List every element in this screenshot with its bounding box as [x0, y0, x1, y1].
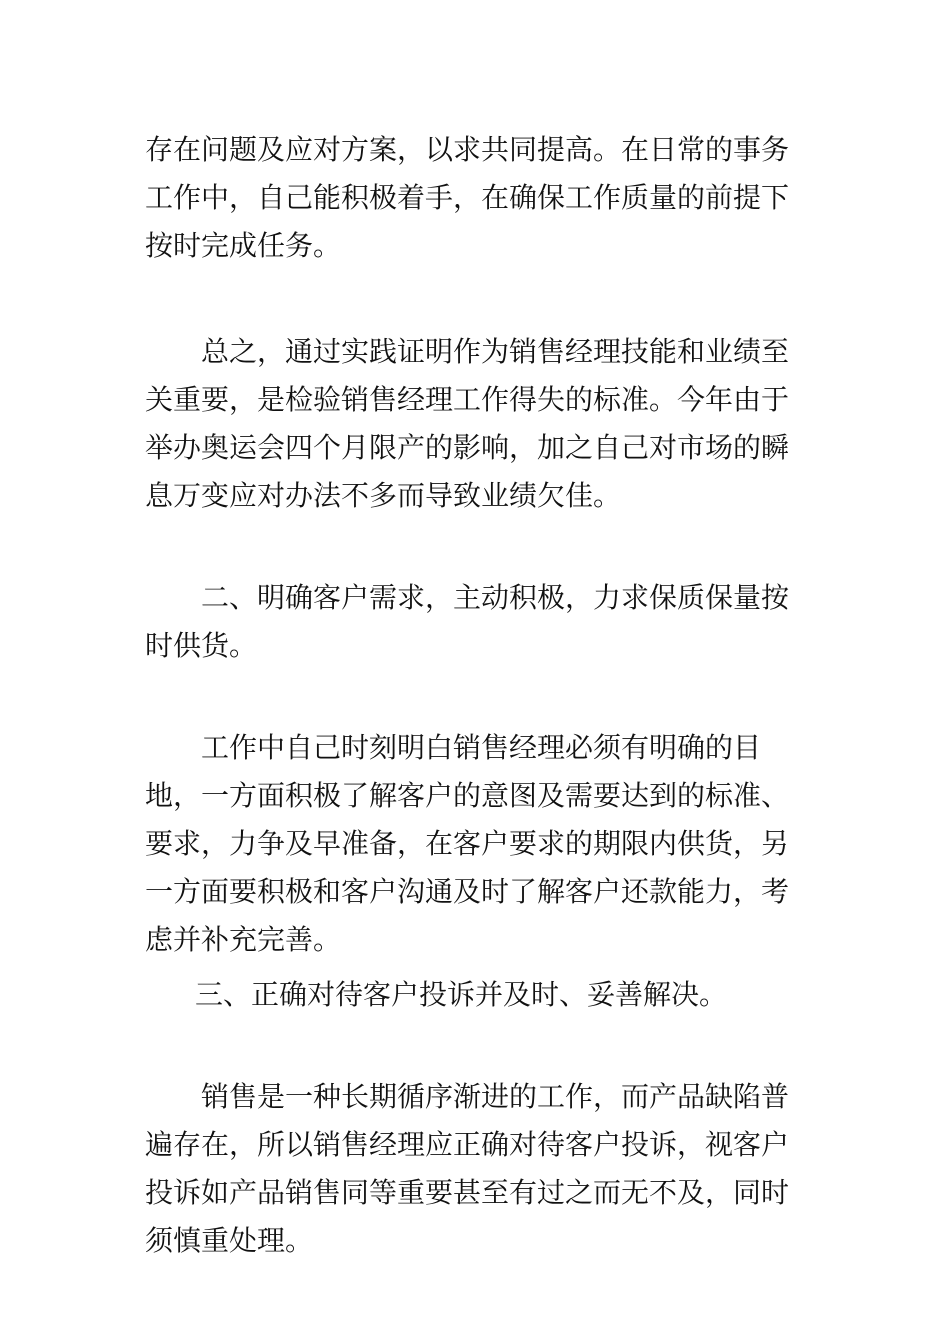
paragraph-continuation: 存在问题及应对方案，以求共同提高。在日常的事务工作中，自己能积极着手，在确保工作质量的前提下按时完成任务。: [145, 133, 790, 262]
paragraph-summary: 总之，通过实践证明作为销售经理技能和业绩至关重要，是检验销售经理工作得失的标准。今年由于举办奥运会四个月限产的影响，加之自己对市场的瞬息万变应对办法不多而导致业绩欠佳。: [145, 335, 790, 512]
paragraph-customer-needs: 工作中自己时刻明白销售经理必须有明确的目地，一方面积极了解客户的意图及需要达到的标准、要求，力争及早准备，在客户要求的期限内供货，另一方面要积极和客户沟通及时了解客户还款能力，考虑并补充完善。: [145, 731, 790, 956]
section-heading-2: 二、明确客户需求，主动积极，力求保质保量按时供货。: [145, 581, 790, 662]
section-heading-3: 三、正确对待客户投诉并及时、妥善解决。: [195, 978, 728, 1011]
paragraph-complaints: 销售是一种长期循序渐进的工作，而产品缺陷普遍存在，所以销售经理应正确对待客户投诉，视客户投诉如产品销售同等重要甚至有过之而无不及，同时须慎重处理。: [145, 1080, 790, 1257]
